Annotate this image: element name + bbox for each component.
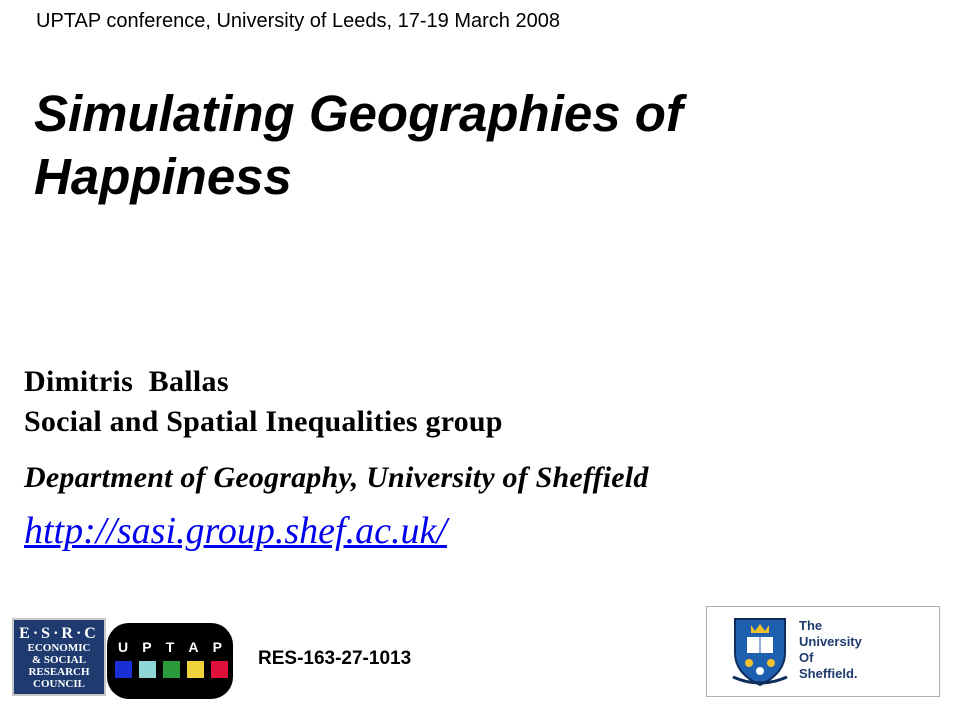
sheffield-wordmark: The University Of Sheffield.	[799, 618, 862, 681]
title-line-2: Happiness	[34, 148, 292, 205]
uptap-logo	[107, 623, 233, 699]
uptap-square-5	[211, 661, 228, 678]
university-of-sheffield-logo	[706, 606, 940, 697]
conference-header: UPTAP conference, University of Leeds, 17-19 March 2008	[36, 10, 560, 32]
uptap-letters: U P T A P	[118, 639, 222, 655]
uptap-square-4	[187, 661, 204, 678]
grant-reference: RES-163-27-1013	[258, 648, 412, 669]
sheffield-crest-icon	[731, 615, 789, 687]
author-name: Dimitris Ballas	[24, 365, 229, 398]
author-block	[24, 362, 649, 554]
research-group: Social and Spatial Inequalities group	[24, 405, 503, 438]
esrc-logo: E·S·R·C ECONOMIC & SOCIAL RESEARCH COUNCIL	[12, 618, 106, 696]
title-line-1: Simulating Geographies of	[34, 85, 683, 142]
slide-title	[34, 82, 834, 208]
group-website-link[interactable]: http://sasi.group.shef.ac.uk/	[24, 510, 447, 552]
department: Department of Geography, University of Sheffield	[24, 461, 649, 494]
uptap-square-2	[139, 661, 156, 678]
uptap-square-1	[115, 661, 132, 678]
uptap-square-3	[163, 661, 180, 678]
